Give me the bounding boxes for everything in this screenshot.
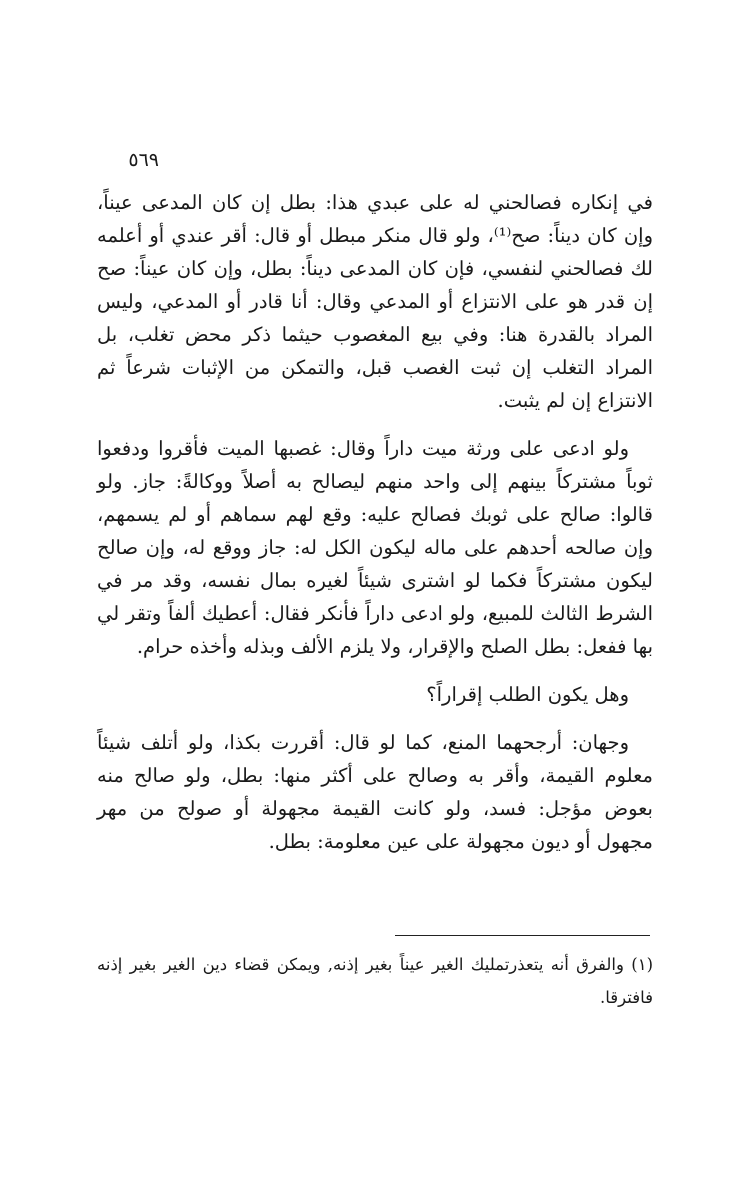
footnote-divider <box>395 935 650 936</box>
page-number: ٥٦٩ <box>128 149 159 171</box>
paragraph-2: ولو ادعى على ورثة ميت داراً وقال: غصبها الميت فأقروا ودفعوا ثوباً مشتركاً بينهم إلى واحد منهم ليصالح به أصلاً ووكالةً: جاز. ولو قالوا: صالح على ثوبك فصالح عليه: وقع لهم سماهم أو لم يسمهم، وإن صالحه أحدهم على ماله ليكون الكل له: جاز ووقع له، وإن صالح ليكون مشتركاً فكما لو اشترى شيئاً لغيره بمال نفسه، وقد مر في الشرط الثالث للمبيع، ولو ادعى داراً فأنكر فقال: أعطيك ألفاً وتقر لي بها ففعل: بطل الصلح والإقرار، ولا يلزم الألف وبذله وأخذه حرام. <box>97 437 653 658</box>
paragraph-4: وجهان: أرجحهما المنع، كما لو قال: أقررت بكذا، ولو أتلف شيئاً معلوم القيمة، وأقر به وصالح على أكثر منها: بطل، ولو صالح منه بعوض مؤجل: فسد، ولو كانت القيمة مجهولة أو صولح من مهر مجهول أو ديون مجهولة على عين معلومة: بطل. <box>97 731 653 853</box>
paragraph-3: وهل يكون الطلب إقراراً؟ <box>426 683 629 706</box>
main-text <box>97 186 653 873</box>
footnote-text: (١) والفرق أنه يتعذرتمليك الغير عيناً بغير إذنه, ويمكن قضاء دين الغير بغير إذنه فافترقا. <box>97 955 653 1007</box>
paragraph-1: في إنكاره فصالحني له على عبدي هذا: بطل إن كان المدعى عيناً، وإن كان ديناً: صح⁽¹⁾، ولو قال منكر مبطل أو قال: أقر عندي أو أعلمه لك فصالحني لنفسي، فإن كان المدعى ديناً: بطل، وإن كان عيناً: صح إن قدر هو على الانتزاع أو المدعي وقال: أنا قادر أو المدعي، وليس المراد بالقدرة هنا: وفي بيع المغصوب حيثما ذكر محض تغلب، بل المراد التغلب إن ثبت الغصب قبل، والتمكن من الإثبات شرعاً ثم الانتزاع إن لم يثبت. <box>97 191 653 412</box>
footnote <box>97 948 653 1014</box>
